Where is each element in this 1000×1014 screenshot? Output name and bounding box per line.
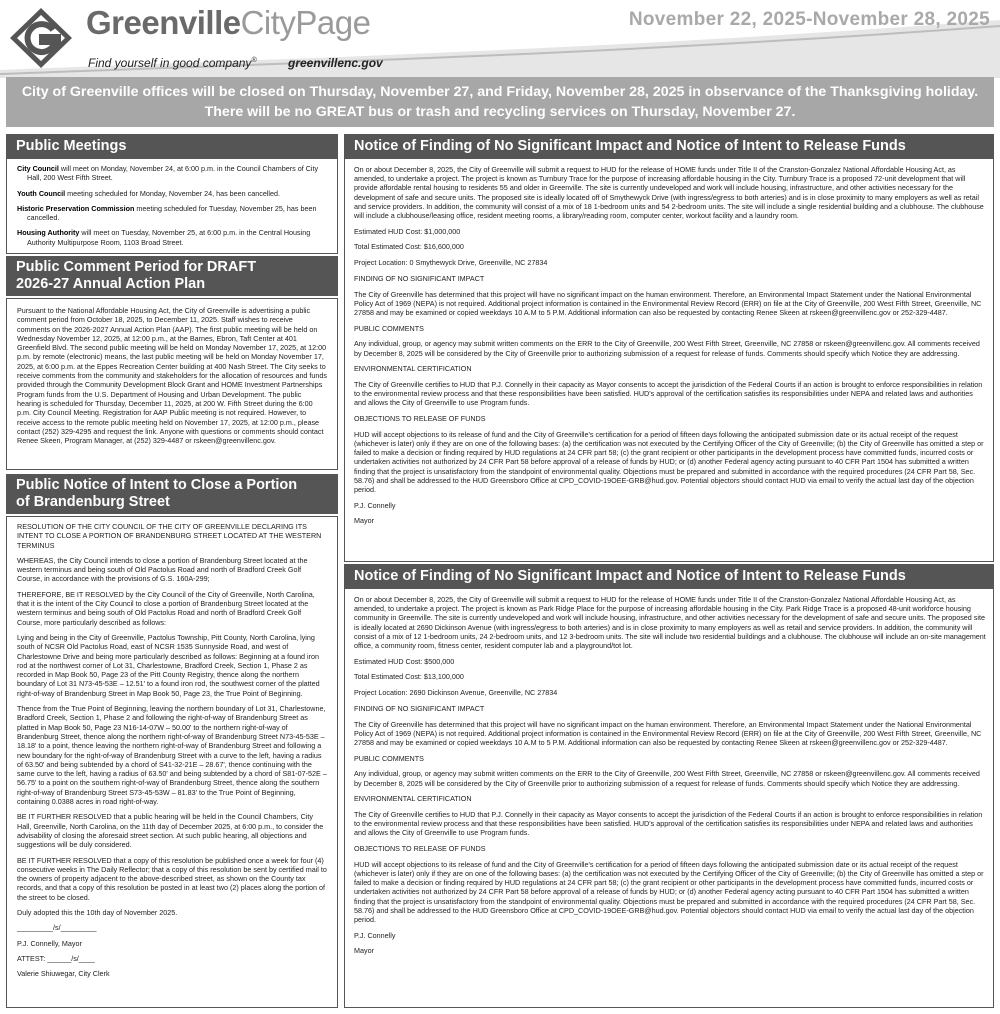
fonsi-parkridge-paragraph: Project Location: 2690 Dickinson Avenue, Greenville, NC 27834 [354, 688, 558, 698]
meeting-detail: meeting scheduled for Tuesday, November 25, has been cancelled. [27, 203, 317, 223]
comment-period-title [6, 256, 338, 296]
brandenburg-title-line1: Public Notice of Intent to Close a Portion [16, 477, 298, 493]
issue-dates: November 22, 2025-November 28, 2025 [628, 9, 990, 30]
meeting-detail: will meet on Monday, November 24, at 6:00 p.m. in the Council Chambers of City Hall, 200 West Fifth Street. [27, 164, 319, 183]
fonsi-turnbury-paragraph: OBJECTIONS TO RELEASE OF FUNDS [354, 414, 486, 424]
brandenburg-paragraph: Duly adopted this the 10th day of November 2025. [17, 907, 178, 917]
fonsi-turnbury-paragraph: PUBLIC COMMENTS [354, 323, 424, 333]
fonsi-turnbury-body [354, 165, 986, 560]
fonsi-parkridge-paragraph: PUBLIC COMMENTS [354, 753, 424, 763]
comment-period-box [6, 298, 338, 470]
meeting-detail: meeting scheduled for Monday, November 24, has been cancelled. [65, 188, 281, 198]
brandenburg-box [6, 516, 338, 1008]
fonsi-parkridge-paragraph: P.J. Connelly [354, 930, 396, 940]
masthead [0, 0, 1000, 78]
fonsi-turnbury-paragraph: Estimated HUD Cost: $1,000,000 [354, 226, 461, 236]
public-meetings-box [6, 158, 338, 254]
fonsi-parkridge-paragraph: The City of Greenville has determined that this project will have no significant impact on the human environment. Therefore, an Environmental Impact Statement under the National Environmental Policy Act of 1969 (NEPA) is not required. Additional project information is contained in the Environmental Review Record (ERR) on file at the City of Greenville, 200 West Fifth Street, Greenville, NC 27858 and may be examined or copied weekdays 10 A.M to 5 P.M. Additional information can also be requested by contacting Renee Skeen at rskeen@greenvillenc.gov or 252-329-4487. [354, 719, 982, 747]
brand-light: CityPage [240, 4, 371, 41]
meeting-body-name: Historic Preservation Commission [17, 203, 135, 213]
brandenburg-title [6, 474, 338, 514]
fonsi-turnbury-paragraph: HUD will accept objections to its release of fund and the City of Greenville's certification for a period of fifteen days following the anticipated submission date or its actual receipt of the request (whichever is later) only if they are on one of the following bases: (a) the certification was not executed by the Certifying Officer of the City of Greenville; (b) the City of Greenville has omitted a step or failed to make a decision or finding required by HUD regulations at 24 CFR part 58; (c) the grant recipient or other participants in the development process have committed funds, incurred costs or undertaken activities not authorized by 24 CFR Part 58 before approval of a release of funds by HUD; or (d) another Federal agency acting pursuant to 40 CFR Part 1504 has submitted a written finding that the project is unsatisfactory from the standpoint of environmental quality. Objections must be prepared and submitted in accordance with the required procedures (24 CFR Part 58, Sec. 58.76) and shall be addressed to the HUD Greensboro Office at CPD_COVID-19OEE-GRB@hud.gov. Potential objectors should contact HUD via email to verify the actual last day of the objection period. [354, 429, 984, 494]
brandenburg-paragraph: WHEREAS, the City Council intends to close a portion of Brandenburg Street located at the western terminus and being south of Old Pactolus Road and north of Bradford Creek Golf Course, in accordance with the provisions of G.S. 160A-299; [17, 555, 308, 584]
fonsi-turnbury-title: Notice of Finding of No Significant Impact and Notice of Intent to Release Funds [344, 134, 994, 158]
fonsi-turnbury-box [344, 158, 994, 562]
fonsi-parkridge-paragraph: On or about December 8, 2025, the City of Greenville will submit a request to HUD for the release of HOME funds under Title II of the Cranston-Gonzalez National Affordable Housing Act, as amended, to undertake a project. The project is known as Park Ridge Place for the purpose of increasing affordable housing in the City. Park Ridge Trace is a proposed 48-unit workforce housing community in Greenville. The site is currently undeveloped and work will include housing, infrastructure, and other activities necessary for the development of safe and secure units. The proposed site is ideally located at 2690 Dickinson Avenue (with ingress/egress to both arteries) and is in close proximity to many employers as well as retail and service providers. In addition, the community will consist of a mix of 12 1-bedroom units, 24 2-bedroom units, and 12 3-bedroom units. The site will include two residential buildings and a clubhouse. The clubhouse will include an on-site management office, a community room, fitness center, resident computer lab and a playground/tot lot. [354, 595, 986, 651]
fonsi-turnbury-paragraph: ENVIRONMENTAL CERTIFICATION [354, 364, 472, 374]
tagline-text: Find yourself in good company [88, 56, 252, 70]
meeting-item [17, 204, 327, 223]
fonsi-parkridge-title: Notice of Finding of No Significant Impact and Notice of Intent to Release Funds [344, 564, 994, 588]
tagline-registered-mark: ® [251, 57, 257, 64]
brandenburg-paragraph: RESOLUTION OF THE CITY COUNCIL OF THE CITY OF GREENVILLE DECLARING ITS INTENT TO CLOSE A PORTION OF BRANDENBURG STREET LOCATED AT THE WESTERN TERMINUS [17, 522, 322, 550]
meeting-item [17, 228, 327, 247]
brandenburg-title-line2: of Brandenburg Street [16, 494, 170, 510]
fonsi-parkridge-paragraph: Any individual, group, or agency may submit written comments on the ERR to the City of Greenville, 200 West Fifth Street, Greenville, NC 27858 or rskeen@greenvillenc.gov. All comments received by December 8, 2025 will be considered by the City of Greenville prior to authorizing submission of a request for release of funds. Comments should specify which Notice they are addressing. [354, 769, 980, 788]
fonsi-parkridge-paragraph: OBJECTIONS TO RELEASE OF FUNDS [354, 844, 486, 854]
meeting-body-name: Youth Council [17, 188, 66, 198]
brandenburg-paragraph: P.J. Connelly, Mayor [17, 938, 82, 948]
holiday-banner: City of Greenville offices will be closed on Thursday, November 27, and Friday, November 28, 2025 in observance of the Thanksgiving holiday. There will be no GREAT bus or trash and recycling services on Thursday, November 27. [6, 77, 994, 127]
brandenburg-paragraph: ATTEST: ______/s/____ [17, 953, 95, 963]
masthead-title [86, 4, 371, 42]
brandenburg-paragraph: BE IT FURTHER RESOLVED that a public hearing will be held in the Council Chambers, City Hall, Greenville, North Carolina, on the 11th day of December 2025, at 6:00 p.m., to consider the advisability of closing the aforesaid street section. At such public hearing, all objections and suggestions will be duly considered. [17, 812, 324, 850]
fonsi-turnbury-paragraph: P.J. Connelly [354, 500, 396, 510]
fonsi-parkridge-paragraph: FINDING OF NO SIGNIFICANT IMPACT [354, 703, 485, 713]
public-meetings-title: Public Meetings [6, 134, 338, 158]
brand-bold: Greenville [86, 4, 241, 41]
fonsi-turnbury-paragraph: Total Estimated Cost: $16,600,000 [354, 242, 464, 252]
fonsi-turnbury-paragraph: On or about December 8, 2025, the City of Greenville will submit a request to HUD for the release of HOME funds under Title II of the Cranston-Gonzalez National Affordable Housing Act, as amended, to undertake a project. The project is known as Turnbury Trace for the purpose of increasing affordable housing in the City. Turnbury Trace is a proposed 72-unit development that will provide affordable rental housing to residents 55 and older in Greenville. The site is currently undeveloped and work will include housing, infrastructure, and other activities necessary for the development of safe and secure units. The proposed site is ideally located off of Smythewyck Drive (with ingress/egress to both arteries) and is in close proximity to many employers as well as retail and service providers. In addition, the community will consist of a mix of 18 1-bedroom units and 54 2-bedroom units. The site will include a single residential building and a clubhouse. The clubhouse will include a clubhouse/leasing office, resident meeting rooms, a library/reading room, computer center, workout facility and a laundry room. [354, 165, 984, 221]
brandenburg-paragraph: _________/s/_________ [17, 923, 97, 933]
brandenburg-body [17, 522, 327, 978]
fonsi-parkridge-paragraph: ENVIRONMENTAL CERTIFICATION [354, 794, 472, 804]
fonsi-parkridge-body [354, 595, 986, 1005]
fonsi-turnbury-paragraph: The City of Greenville certifies to HUD that P.J. Connelly in their capacity as Mayor consents to accept the jurisdiction of the Federal Courts if an action is brought to enforce responsibilities in relation to the environmental review process and that these responsibilities have been satisfied. HUD's approval of the certification satisfies its responsibilities under NEPA and related laws and authorities and allows the City of Greenville to use Program funds. [354, 379, 983, 408]
fonsi-parkridge-box [344, 588, 994, 1008]
meeting-item [17, 189, 327, 198]
fonsi-turnbury-paragraph: Any individual, group, or agency may submit written comments on the ERR to the City of Greenville, 200 West Fifth Street, Greenville, NC 27858 or rskeen@greenvillenc.gov. All comments received by December 8, 2025 will be considered by the City of Greenville prior to authorizing submission of a request for release of funds. Comments should specify which Notice they are addressing. [354, 339, 980, 358]
fonsi-parkridge-paragraph: The City of Greenville certifies to HUD that P.J. Connelly in their capacity as Mayor consents to accept the jurisdiction of the Federal Courts if an action is brought to enforce responsibilities in relation to the environmental review process and that these responsibilities have been satisfied. HUD's approval of the certification satisfies its responsibilities under NEPA and related laws and authorities and allows the City of Greenville to use Program funds. [354, 809, 983, 838]
public-meetings-list [17, 164, 327, 247]
website-link[interactable]: greenvillenc.gov [288, 56, 383, 70]
brandenburg-paragraph: Lying and being in the City of Greenville, Pactolus Township, Pitt County, North Carolina, lying south of NCSR Old Pactolus Road, east of NCSR 1535 Sunnyside Road, and west of Charlestowne Drive and being more particularly described as follows: Beginning at a found iron rod at the northwest corner of Lot 31, Charlestowne, Bradford Creek, Section 1, Phase 2 as recorded in Map Book 50, Page 23 of the Pitt County Registry, thence along the northern boundary of Lot 31 N73-45-53E – 12.51' to a found iron rod, the southwest corner of the platted right-of-way of Brandenburg Street in Map Book 50, Page 23, the True Point of Beginning. [17, 632, 320, 698]
meeting-body-name: Housing Authority [17, 228, 80, 238]
fonsi-parkridge-paragraph: Total Estimated Cost: $13,100,000 [354, 672, 464, 682]
fonsi-turnbury-paragraph: Project Location: 0 Smythewyck Drive, Greenville, NC 27834 [354, 258, 548, 268]
greenville-g-logo-icon [6, 6, 76, 70]
comment-period-body: Pursuant to the National Affordable Housing Act, the City of Greenville is advertising a public comment period from October 18, 2025, to December 11, 2025. Staff wishes to receive comments on the 2026-2027 Annual Action Plan (AAP). The first public meeting will be held on Wednesday November 12, 2025, at 12:00 p.m., at the Barnes, Ebron, Taft Center at 401 Greenfield Blvd. The second public meeting will be held on Monday November 17, 2025, at 12:00 p.m. by remote (electronic) means, the last public meeting will be held on Monday November 17, 2025, at 6:00 p.m. at the Eppes Recreation Center building at 400 Nash Street. The City seeks to receive comments from the community and stakeholders for the allocation of resources and funds provided through the Community Development Block Grant and HOME Investment Partnerships Program funds from the U.S. Department of Housing and Urban Development. The public hearing is scheduled for Thursday, December 11, 2025, at 200 W. Fifth Street during the 6:00 p.m. City Council Meeting. Registration for AAP Public meeting is not required. However, to receive access to the remote public meeting held on November 17, 2025, at 12:00 p.m., please contact (252) 329-4295 and request the link. Anyone with questions or comments should contact Renee Skeen, Program Manager, at (252) 329-4487 or rskeen@greenvillenc.gov. [17, 306, 328, 446]
fonsi-parkridge-paragraph: Estimated HUD Cost: $500,000 [354, 656, 455, 666]
meeting-body-name: City Council [17, 164, 59, 173]
fonsi-parkridge-paragraph: HUD will accept objections to its release of fund and the City of Greenville's certification for a period of fifteen days following the anticipated submission date or its actual receipt of the request (whichever is later) only if they are on one of the following bases: (a) the certification was not executed by the Certifying Officer of the City of Greenville; (b) the City of Greenville has omitted a step or failed to make a decision or finding required by HUD regulations at 24 CFR part 58; (c) the grant recipient or other participants in the development process have committed funds, incurred costs or undertaken activities not authorized by 24 CFR Part 58 before approval of a release of funds by HUD; or (d) another Federal agency acting pursuant to 40 CFR Part 1504 has submitted a written finding that the project is unsatisfactory from the standpoint of environmental quality. Objections must be prepared and submitted in accordance with the required procedures (24 CFR Part 58, Sec. 58.76) and shall be addressed to the HUD Greensboro Office at CPD_COVID-19OEE-GRB@hud.gov. Potential objectors should contact HUD via email to verify the actual last day of the objection period. [354, 859, 984, 924]
tagline [88, 56, 257, 70]
fonsi-turnbury-paragraph: FINDING OF NO SIGNIFICANT IMPACT [354, 273, 485, 283]
brandenburg-paragraph: THEREFORE, BE IT RESOLVED by the City Council of the City of Greenville, North Carolina, that it is the intent of the City Council to close a portion of Brandenburg Street located at the western terminus and being south of Old Pactolus Road and north of Bradford Creek Golf Course, more particularly described as follows: [17, 589, 315, 627]
fonsi-turnbury-paragraph: Mayor [354, 516, 374, 526]
fonsi-turnbury-paragraph: The City of Greenville has determined that this project will have no significant impact on the human environment. Therefore, an Environmental Impact Statement under the National Environmental Policy Act of 1969 (NEPA) is not required. Additional project information is contained in the Environmental Review Record (ERR) on file at the City of Greenville, 200 West Fifth Street, Greenville, NC 27858 and may be examined or copied weekdays 10 A.M to 5 P.M. Additional information can also be requested by contacting Renee Skeen at rskeen@greenvillenc.gov or 252-329-4487. [354, 289, 982, 317]
brandenburg-paragraph: Thence from the True Point of Beginning, leaving the northern boundary of Lot 31, Charlestowne, Bradford Creek, Section 1, Phase 2 and following the right-of-way of Brandenburg Street as platted in Map Book 50, Page 23 N16-14-07W – 50.00' to the northern right-of-way of Brandenburg Street, thence along the northern right-of-way of Brandenburg Street N73-45-53E – 18.18' to a point, thence leaving the northern right-of-way of Brandenburg Street and following a new boundary for the right-of-way of Brandenburg Street with a curve to the left, having a radius of 63.50' and being subtended by a chord of S41-32-21E – 28.67', thence continuing with the same curve to the left, having a radius of 63.50' and being subtended by a chord of S81-07-52E – 56.75' to a point on the southern right-of-way of Brandenburg Street, thence along the southern right-of-way of Brandenburg Street S73-45-53W – 81.83' to the True Point of Beginning, containing 0.0388 acres in road right-of-way. [17, 704, 327, 807]
brandenburg-paragraph: Valerie Shiuwegar, City Clerk [17, 969, 110, 979]
meeting-item [17, 164, 327, 183]
comment-period-title-line1: Public Comment Period for DRAFT [16, 259, 257, 275]
brandenburg-paragraph: BE IT FURTHER RESOLVED that a copy of this resolution be published once a week for four (4) consecutive weeks in The Daily Reflector; that a copy of this resolution be sent by certified mail to the owners of property adjacent to the above-described street, as shown on the County tax records, and that a copy of this resolution be posted in at least two (2) places along the portion of the street to be closed. [17, 855, 327, 902]
meeting-detail: will meet on Tuesday, November 25, at 6:00 p.m. in the Central Housing Authority Multipurpose Room, 1103 Broad Street. [27, 228, 311, 247]
comment-period-title-line2: 2026-27 Annual Action Plan [16, 276, 206, 292]
fonsi-parkridge-paragraph: Mayor [354, 946, 374, 956]
